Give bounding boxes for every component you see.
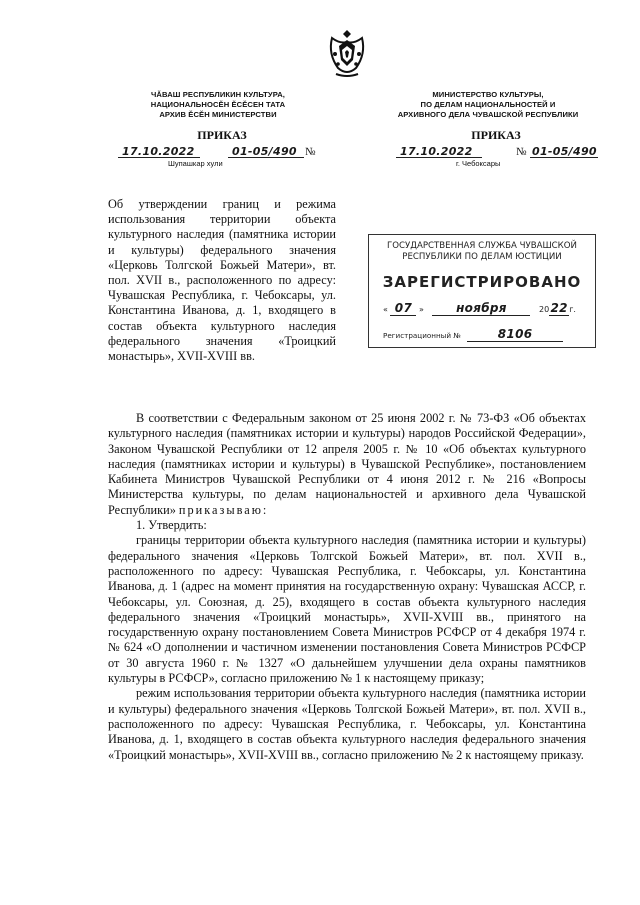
stamp-registered-label: ЗАРЕГИСТРИРОВАНО: [382, 273, 582, 291]
stamp-quote-close: »: [419, 305, 424, 314]
order-title-chuvash: ПРИКАЗ: [197, 128, 247, 142]
order-subject: Об утверждении границ и режима использования территории объекта культурного наследия (памятника истории и культуры) федерального значения «Церковь Толгской Божьей Матери», вт. пол. XVII в., расположенного по адресу: Чувашская Республика, г. Чебоксары, ул. Константина Иванова, д. 1, входящего в состав объекта культурного наследия федерального значения «Троицкий монастырь», XVII-XVIII вв.: [108, 197, 336, 364]
order-number-handwritten: 01-05/490: [232, 145, 297, 158]
order-date-number-left: [118, 144, 318, 158]
chuvash-emblem-icon: [324, 24, 370, 78]
ministry-name-chuvash: [118, 90, 318, 120]
body-intro-paragraph: [108, 411, 586, 518]
body-paragraph-regime: режим использования территории объекта культурного наследия (памятника истории и культуры) федерального значения «Церковь Толгской Божьей Матери», вт. пол. XVII в., расположенного по адресу: Чувашская Республика, г. Чебоксары, ул. Константина Иванова, д. 1, входящего в состав объекта культурного наследия федерального значения «Троицкий монастырь», XVII-XVIII вв., согласно приложению № 2 к настоящему приказу.: [108, 686, 586, 762]
stamp-day-handwritten: 07: [390, 301, 416, 316]
order-word: приказываю:: [178, 502, 269, 517]
body-intro-text: В соответствии с Федеральным законом от 25 июня 2002 г. № 73-ФЗ «Об объектах культурного наследия (памятниках истории и культуры) народов Российской Федерации», Законом Чувашской Республики от 12 апреля 2005 г. № 10 «Об объектах культурного наследия (памятниках истории и культуры) в Чувашской Республике», постановлением Кабинета Министров Чувашской Республики от 4 июня 2012 г. № 216 «Вопросы Министерства культуры, по делам национальностей и архивного дела Чувашской Республики»: [108, 411, 586, 517]
stamp-agency-line: РЕСПУБЛИКИ ПО ДЕЛАМ ЮСТИЦИИ: [402, 252, 562, 262]
ministry-name-line: МИНИСТЕРСТВО КУЛЬТУРЫ,: [432, 90, 544, 99]
number-sign: №: [516, 146, 527, 158]
ministry-name-line: АРХИВНОГО ДЕЛА ЧУВАШСКОЙ РЕСПУБЛИКИ: [397, 110, 579, 119]
body-item-1: 1. Утвердить:: [136, 518, 207, 533]
stamp-reg-row: [383, 327, 585, 342]
order-date-handwritten: 17.10.2022: [400, 145, 473, 158]
order-body: [108, 411, 586, 763]
ministry-name-line: АРХИВ ĔСĔН МИНИСТЕРСТВИ: [159, 110, 277, 119]
ministry-name-line: НАЦИОНАЛЬНОСĔН ĔСĔСЕН ТАТА: [150, 100, 286, 109]
order-number-handwritten: 01-05/490: [532, 145, 597, 158]
order-date-number-right: [380, 144, 600, 158]
stamp-year-handwritten: 22: [550, 301, 568, 315]
stamp-agency-line: ГОСУДАРСТВЕННАЯ СЛУЖБА ЧУВАШСКОЙ: [387, 241, 577, 251]
number-sign: №: [305, 146, 316, 158]
registration-stamp: [368, 234, 596, 348]
ministry-name-line: ПО ДЕЛАМ НАЦИОНАЛЬНОСТЕЙ И: [420, 100, 556, 109]
order-title-russian: ПРИКАЗ: [471, 128, 521, 142]
stamp-year-prefix: 20: [539, 305, 550, 314]
stamp-date-row: [383, 301, 585, 316]
stamp-year-suffix: г.: [569, 305, 576, 314]
body-paragraph-boundaries: границы территории объекта культурного наследия (памятника истории и культуры) федерального значения «Церковь Толгской Божьей Матери», вт. пол. XVII в., расположенного по адресу: Чувашская Республика, г. Чебоксары, ул. Константина Иванова, д. 1 (адрес на момент принятия на государственную охрану: Чувашская АССР, г. Чебоксары, ул. Союзная, д. 25), входящего в состав объекта культурного наследия федерального значения «Троицкий монастырь», XVII-XVIII вв., принятого на государственную охрану постановлением Совета Министров РСФСР от 4 декабря 1974 г. № 624 «О дополнении и частичном изменении постановления Совета Министров РСФСР от 30 августа 1960 г. № 1327 «О дальнейшем улучшении дела охраны памятников культуры в РСФСР», согласно приложению № 1 к настоящему приказу;: [108, 533, 586, 686]
stamp-month-handwritten: ноября: [432, 301, 530, 316]
stamp-reg-number-handwritten: 8106: [467, 327, 563, 342]
ministry-name-line: ЧĂВАШ РЕСПУБЛИКИН КУЛЬТУРА,: [150, 90, 286, 99]
stamp-reg-label: Регистрационный №: [383, 331, 461, 340]
place-chuvash: Шупашкар хули: [168, 159, 223, 168]
ministry-name-russian: [378, 90, 598, 120]
place-russian: г. Чебоксары: [456, 159, 501, 168]
order-date-handwritten: 17.10.2022: [122, 145, 195, 158]
stamp-quote-open: «: [383, 305, 388, 314]
